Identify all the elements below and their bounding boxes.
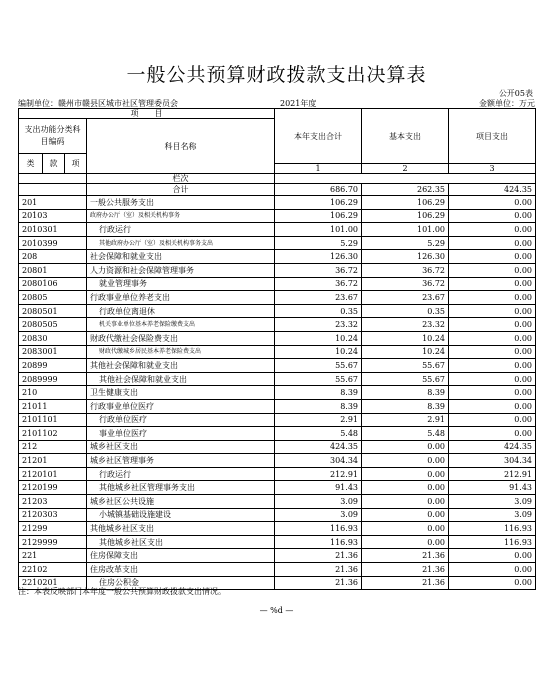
col-label: 栏次	[87, 174, 275, 184]
row-name: 其他政府办公厅（室）及相关机构事务支出	[87, 236, 275, 250]
row-name: 城乡社区公共设施	[87, 495, 275, 509]
row-total: 8.39	[275, 399, 362, 413]
row-project: 91.43	[449, 481, 536, 495]
row-name: 行政事业单位医疗	[87, 399, 275, 413]
row-total: 36.72	[275, 277, 362, 291]
table-row	[19, 563, 536, 577]
row-project: 116.93	[449, 535, 536, 549]
row-name: 住房保障支出	[87, 549, 275, 563]
table-row	[19, 386, 536, 400]
table-row	[19, 196, 536, 210]
row-project: 0.00	[449, 277, 536, 291]
row-name: 社会保障和就业支出	[87, 250, 275, 264]
row-total: 10.24	[275, 345, 362, 359]
row-project: 0.00	[449, 291, 536, 305]
header-kuan: 款	[43, 154, 65, 174]
row-project: 0.00	[449, 263, 536, 277]
row-name: 卫生健康支出	[87, 386, 275, 400]
row-total: 424.35	[275, 440, 362, 454]
row-basic: 0.00	[362, 535, 449, 549]
table-row	[19, 522, 536, 536]
table-row	[19, 318, 536, 332]
row-project: 0.00	[449, 345, 536, 359]
row-basic: 36.72	[362, 277, 449, 291]
row-total: 8.39	[275, 386, 362, 400]
total-sum: 686.70	[275, 184, 362, 196]
row-code: 2089999	[19, 372, 87, 386]
row-basic: 36.72	[362, 263, 449, 277]
table-row	[19, 345, 536, 359]
row-code: 2120199	[19, 481, 87, 495]
row-project: 0.00	[449, 372, 536, 386]
row-total: 23.67	[275, 291, 362, 305]
row-project: 304.34	[449, 454, 536, 468]
row-code: 20899	[19, 359, 87, 373]
row-code: 21201	[19, 454, 87, 468]
row-total: 116.93	[275, 535, 362, 549]
row-basic: 0.00	[362, 481, 449, 495]
row-project: 0.00	[449, 196, 536, 210]
row-project: 3.09	[449, 495, 536, 509]
row-code: 208	[19, 250, 87, 264]
row-project: 0.00	[449, 318, 536, 332]
row-name: 小城镇基础设施建设	[87, 508, 275, 522]
row-basic: 10.24	[362, 331, 449, 345]
row-name: 住房公积金	[87, 576, 275, 590]
row-name: 机关事业单位基本养老保险缴费支出	[87, 318, 275, 332]
row-name: 人力资源和社会保障管理事务	[87, 263, 275, 277]
row-name: 一般公共服务支出	[87, 196, 275, 210]
row-project: 0.00	[449, 576, 536, 590]
row-basic: 8.39	[362, 399, 449, 413]
row-project: 0.00	[449, 304, 536, 318]
row-name: 就业管理事务	[87, 277, 275, 291]
row-code: 2210201	[19, 576, 87, 590]
row-total: 10.24	[275, 331, 362, 345]
row-code: 21203	[19, 495, 87, 509]
row-total: 55.67	[275, 359, 362, 373]
table-row	[19, 467, 536, 481]
row-total: 21.36	[275, 549, 362, 563]
amount-unit: 金额单位：万元	[479, 99, 535, 108]
total-label: 合计	[87, 184, 275, 196]
header-total: 本年支出合计	[275, 109, 362, 164]
row-code: 221	[19, 549, 87, 563]
total-basic: 262.35	[362, 184, 449, 196]
row-code: 20801	[19, 263, 87, 277]
table-row	[19, 372, 536, 386]
row-name: 其他城乡社区支出	[87, 535, 275, 549]
row-basic: 126.30	[362, 250, 449, 264]
table-row	[19, 508, 536, 522]
row-project: 212.91	[449, 467, 536, 481]
row-name: 其他社会保障和就业支出	[87, 359, 275, 373]
row-basic: 23.32	[362, 318, 449, 332]
row-project: 0.00	[449, 223, 536, 237]
row-name: 城乡社区支出	[87, 440, 275, 454]
row-total: 106.29	[275, 196, 362, 210]
row-name: 政府办公厅（室）及相关机构事务	[87, 209, 275, 223]
row-project: 0.00	[449, 563, 536, 577]
table-row	[19, 250, 536, 264]
row-code: 21011	[19, 399, 87, 413]
row-basic: 21.36	[362, 576, 449, 590]
row-total: 212.91	[275, 467, 362, 481]
row-name: 行政运行	[87, 467, 275, 481]
row-total: 304.34	[275, 454, 362, 468]
row-name: 行政事业单位养老支出	[87, 291, 275, 305]
row-total: 116.93	[275, 522, 362, 536]
col-index-2: 2	[362, 164, 449, 174]
row-code: 20805	[19, 291, 87, 305]
page-title: 一般公共预算财政拨款支出决算表	[126, 64, 427, 86]
row-project: 0.00	[449, 413, 536, 427]
row-code: 2120303	[19, 508, 87, 522]
row-total: 5.48	[275, 427, 362, 441]
row-code: 2101101	[19, 413, 87, 427]
row-name: 财政代缴社会保险费支出	[87, 331, 275, 345]
row-code: 2010301	[19, 223, 87, 237]
row-project: 424.35	[449, 440, 536, 454]
row-total: 106.29	[275, 209, 362, 223]
row-code: 201	[19, 196, 87, 210]
row-basic: 0.00	[362, 522, 449, 536]
row-total: 126.30	[275, 250, 362, 264]
row-total: 5.29	[275, 236, 362, 250]
row-basic: 0.00	[362, 508, 449, 522]
footnote: 注：本表反映部门本年度一般公共预算财政拨款支出情况。	[18, 587, 226, 596]
unit-label: 编制单位：赣州市赣县区城市社区管理委员会	[18, 99, 178, 108]
row-code: 210	[19, 386, 87, 400]
row-project: 3.09	[449, 508, 536, 522]
table-row	[19, 454, 536, 468]
row-basic: 0.00	[362, 495, 449, 509]
row-basic: 55.67	[362, 359, 449, 373]
row-basic: 0.00	[362, 467, 449, 481]
row-total: 0.35	[275, 304, 362, 318]
row-basic: 23.67	[362, 291, 449, 305]
row-basic: 5.48	[362, 427, 449, 441]
row-name: 住房改革支出	[87, 563, 275, 577]
row-name: 行政运行	[87, 223, 275, 237]
row-basic: 101.00	[362, 223, 449, 237]
row-basic: 5.29	[362, 236, 449, 250]
row-basic: 0.00	[362, 454, 449, 468]
row-project: 0.00	[449, 331, 536, 345]
header-xiang: 项	[65, 154, 87, 174]
meta-line	[18, 98, 535, 108]
table-row	[19, 427, 536, 441]
row-total: 21.36	[275, 563, 362, 577]
row-project: 0.00	[449, 236, 536, 250]
header-basic: 基本支出	[362, 109, 449, 164]
row-name: 其他社会保障和就业支出	[87, 372, 275, 386]
row-basic: 0.35	[362, 304, 449, 318]
header-subject: 科目名称	[87, 119, 275, 174]
row-code: 2120101	[19, 467, 87, 481]
row-total: 36.72	[275, 263, 362, 277]
row-code: 22102	[19, 563, 87, 577]
row-name: 事业单位医疗	[87, 427, 275, 441]
row-code: 2101102	[19, 427, 87, 441]
expenditure-table	[18, 108, 536, 590]
header-project: 项目支出	[449, 109, 536, 164]
table-row	[19, 304, 536, 318]
table-row	[19, 236, 536, 250]
table-row	[19, 359, 536, 373]
table-row	[19, 263, 536, 277]
row-basic: 106.29	[362, 196, 449, 210]
row-project: 0.00	[449, 549, 536, 563]
row-name: 城乡社区管理事务	[87, 454, 275, 468]
table-row	[19, 223, 536, 237]
row-basic: 0.00	[362, 440, 449, 454]
table-row	[19, 277, 536, 291]
row-basic: 21.36	[362, 563, 449, 577]
row-code: 2080505	[19, 318, 87, 332]
table-row	[19, 440, 536, 454]
row-total: 91.43	[275, 481, 362, 495]
row-name: 其他城乡社区支出	[87, 522, 275, 536]
table-row	[19, 331, 536, 345]
row-total: 23.32	[275, 318, 362, 332]
row-basic: 8.39	[362, 386, 449, 400]
row-code: 2083001	[19, 345, 87, 359]
row-name: 其他城乡社区管理事务支出	[87, 481, 275, 495]
total-row	[19, 184, 536, 196]
table-row	[19, 481, 536, 495]
row-project: 116.93	[449, 522, 536, 536]
header-item: 项 目	[19, 109, 275, 119]
row-total: 55.67	[275, 372, 362, 386]
row-name: 行政单位医疗	[87, 413, 275, 427]
row-code: 20103	[19, 209, 87, 223]
table-row	[19, 209, 536, 223]
row-name: 财政代缴城乡居民基本养老保险费支出	[87, 345, 275, 359]
table-row	[19, 399, 536, 413]
row-project: 0.00	[449, 209, 536, 223]
row-name: 行政单位离退休	[87, 304, 275, 318]
row-code: 2129999	[19, 535, 87, 549]
table-row	[19, 291, 536, 305]
row-basic: 106.29	[362, 209, 449, 223]
row-project: 0.00	[449, 386, 536, 400]
row-code: 2080501	[19, 304, 87, 318]
row-code: 20830	[19, 331, 87, 345]
header-func-code: 支出功能分类科目编码	[19, 119, 87, 154]
row-project: 0.00	[449, 250, 536, 264]
row-project: 0.00	[449, 427, 536, 441]
row-basic: 55.67	[362, 372, 449, 386]
row-basic: 21.36	[362, 549, 449, 563]
table-row	[19, 535, 536, 549]
form-number: 公开05表	[498, 89, 533, 98]
fiscal-year: 2021年度	[280, 99, 317, 108]
table-row	[19, 495, 536, 509]
col-index-3: 3	[449, 164, 536, 174]
row-total: 3.09	[275, 495, 362, 509]
total-project: 424.35	[449, 184, 536, 196]
row-code: 2010399	[19, 236, 87, 250]
row-total: 2.91	[275, 413, 362, 427]
page-number: — %d —	[259, 606, 294, 615]
row-project: 0.00	[449, 359, 536, 373]
table-row	[19, 413, 536, 427]
row-code: 21299	[19, 522, 87, 536]
row-basic: 2.91	[362, 413, 449, 427]
row-basic: 10.24	[362, 345, 449, 359]
header-lei: 类	[19, 154, 43, 174]
row-total: 21.36	[275, 576, 362, 590]
table-row	[19, 549, 536, 563]
row-code: 2080106	[19, 277, 87, 291]
col-index-1: 1	[275, 164, 362, 174]
row-total: 101.00	[275, 223, 362, 237]
row-code: 212	[19, 440, 87, 454]
row-total: 3.09	[275, 508, 362, 522]
row-project: 0.00	[449, 399, 536, 413]
